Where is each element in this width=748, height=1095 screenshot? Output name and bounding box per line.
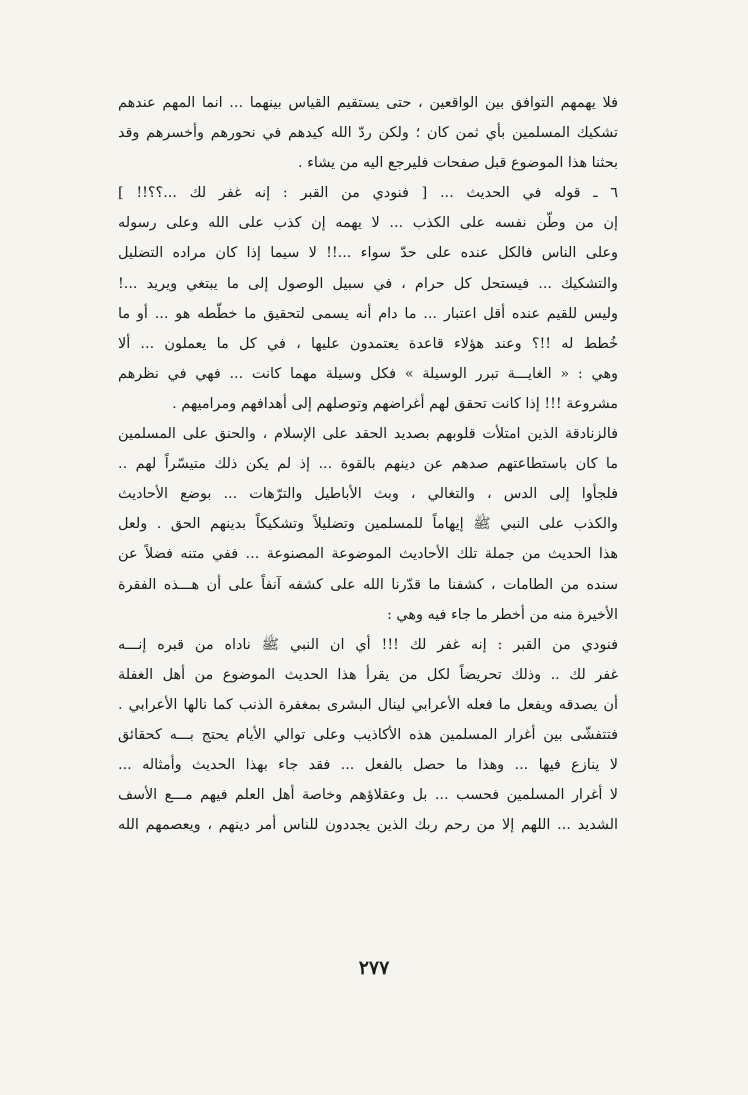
text-line: غفر لك .. وذلك تحريضاً لكل من يقرأ هذا الحديث الموضوع من أهل الغفلة: [118, 666, 618, 683]
text-line: فتتفشّى بين أغرار المسلمين هذه الأكاذيب وعلى توالي الأيام يحتج بـــه كحقائق: [118, 726, 618, 743]
text-line: فالزنادقة الذين امتلأت قلوبهم بصديد الحقد على الإسلام ، والحنق على المسلمين: [118, 426, 618, 443]
text-line: وهي : « الغايـــة تبرر الوسيلة » فكل وسيلة مهما كانت ... فهي في نظرهم: [118, 365, 618, 382]
text-line: تشكيك المسلمين بأي ثمن كان ؛ ولكن ردّ الله كيدهم في نحورهم وأخسرهم وقد: [118, 125, 618, 142]
section-heading-line: ٦ ـ قوله في الحديث ... [ فنودي من القبر : إنه غفر لك ...؟؟!! ]: [118, 185, 618, 202]
text-line: لا ينازع فيها ... وهذا ما حصل بالفعل ... فقد جاء بهذا الحديث وأمثاله ...: [118, 757, 618, 774]
text-line: أن يصدقه ويفعل ما فعله الأعرابي لينال البشرى بمغفرة الذنب كما نالها الأعرابي .: [118, 696, 618, 713]
text-line: ما كان باستطاعتهم صدهم عن دينهم بالقوة ... إذ لم يكن ذلك متيسّراً لهم ..: [118, 456, 618, 473]
text-line: فنودي من القبر : إنه غفر لك !!! أي ان النبي ﷺ ناداه من قبره إنـــه: [118, 636, 618, 653]
page-number: ٢٧٧: [358, 957, 390, 979]
text-line: فلجأوا إلى الدس ، والتغالي ، وبث الأباطيل والترّهات ... بوضع الأحاديث: [118, 486, 618, 503]
text-line: الشديد ... اللهم إلا من رحم ربك الذين يجددون للناس أمر دينهم ، ويعصمهم الله: [118, 817, 618, 834]
text-line: سنده من الطامات ، كشفنا ما قدّرنا الله على كشفه آنفاً على أن هـــذه الفقرة: [118, 576, 618, 593]
text-line: فلا يهمهم التوافق بين الواقعين ، حتى يستقيم القياس بينهما ... انما المهم عندهم: [118, 95, 618, 111]
text-line: لا أغرار المسلمين فحسب ... بل وعقلاؤهم وخاصة أهل العلم فيهم مـــع الأسف: [118, 787, 618, 804]
text-line: خُطط له !!؟ وعند هؤلاء قاعدة يعتمدون عليها ، في كل ما يعملون ... ألا: [118, 335, 618, 352]
text-line: وليس للقيم عنده أقل اعتبار ... ما دام أنه يسمى لتحقيق ما خطّطه هو ... أو ما: [118, 305, 618, 322]
text-line: هذا الحديث من جملة تلك الأحاديث الموضوعة المصنوعة ... ففي متنه فضلاً عن: [118, 546, 618, 563]
text-line: مشروعة !!! إذا كانت تحقق لهم أغراضهم وتوصلهم إلى أهدافهم ومراميهم .: [172, 395, 618, 412]
text-line: الأخيرة منه من أخطر ما جاء فيه وهي :: [386, 606, 618, 623]
text-line: إن من وطّن نفسه على الكذب ... لا يهمه إن كذب على الله وعلى رسوله: [118, 215, 618, 232]
text-line: والتشكيك ... فيستحل كل حرام ، في سبيل الوصول إلى ما يبتغي ويريد ...!: [118, 275, 618, 292]
text-line: والكذب على النبي ﷺ إيهاماً للمسلمين وتضليلاً وتشكيكاً بدينهم الحق . ولعل: [118, 516, 618, 533]
text-line: بحثنا هذا الموضوع قبل صفحات فليرجع اليه من يشاء .: [297, 155, 618, 172]
text-line: وعلى الناس فالكل عنده على حدّ سواء ...!! لا سيما إذا كان مراده التضليل: [118, 245, 618, 262]
body-text: [118, 88, 618, 840]
